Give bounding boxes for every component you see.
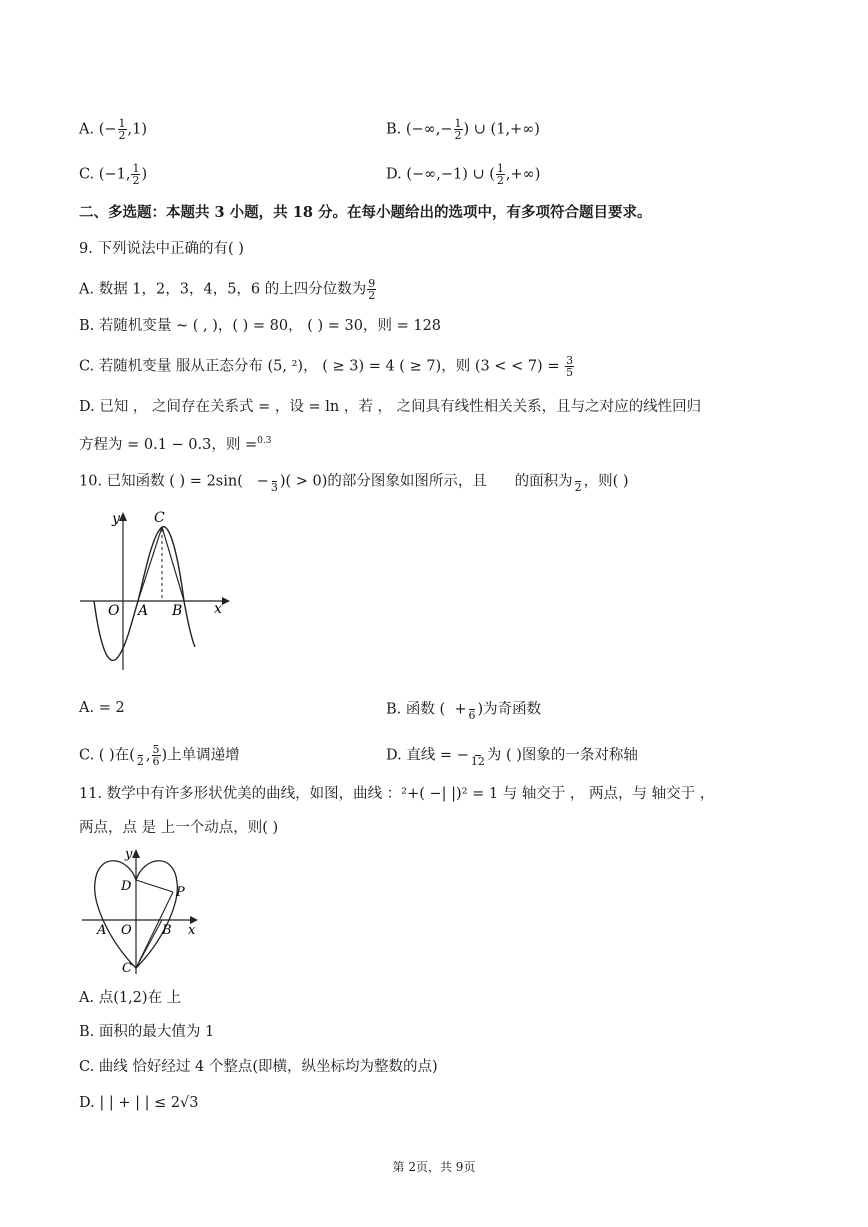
label-p: P: [176, 885, 185, 900]
q10-graph: [76, 505, 236, 675]
label-y: y: [112, 511, 120, 527]
question-9-stem: 9. 下列说法中正确的有( ): [79, 241, 244, 257]
label-b: B: [172, 603, 183, 619]
label-c: C: [154, 510, 165, 526]
label-o: O: [108, 603, 120, 619]
label-b: B: [162, 923, 172, 938]
label-d: D: [121, 879, 132, 894]
option-9d-line1: D. 已知 ， 之间存在关系式 = ，设 = ln ，若 ， 之间具有线性相关关系，且与之对应的线性回归: [79, 399, 702, 415]
option-11a: A. 点(1,2)在 上: [79, 990, 182, 1006]
segment-bc: [162, 527, 184, 601]
segment-ac: [138, 527, 162, 601]
option-8c: C. (−1, $\frac{1}{2}$ ): [79, 162, 148, 187]
page-footer: 第 2页，共 9页: [392, 1160, 476, 1174]
option-10c: C. ( )在( 2 , $\frac{5}{6}$ )上单调递增: [79, 743, 240, 768]
option-8b: B. (−∞,− $\frac{1}{2}$ ) ∪ (1,+∞): [386, 117, 540, 142]
label-a: A: [138, 603, 149, 619]
label-x: x: [214, 601, 222, 617]
q11-graph: [80, 842, 205, 977]
label-o: O: [121, 923, 132, 938]
option-8d: D. (−∞,−1) ∪ ( $\frac{1}{2}$ ,+∞): [386, 162, 541, 187]
label-a: A: [97, 923, 107, 938]
segment-cb: [136, 920, 162, 968]
y-axis-arrow: [119, 512, 127, 521]
segment-dp: [136, 880, 173, 892]
question-10-stem: 10. 已知函数 ( ) = 2sin( − 3 )( > 0)的部分图象如图所示，且 的面积为 2 ，则( ): [79, 470, 629, 493]
option-9d-line2: 方程为 = 0.1 − 0.3，则 =$^{0.3}$: [79, 436, 272, 453]
option-11d: D. | | + | | ≤ 2√3: [79, 1095, 199, 1111]
option-9c: C. 若随机变量 服从正态分布 (5, ²)， ( ≥ 3) = 4 ( ≥ 7)，则 (3 < < 7) = $\frac{3}{5}$: [79, 354, 574, 379]
sine-curve: [94, 527, 195, 661]
option-9a: A. 数据 1，2，3，4，5，6 的上四分位数为 $\frac{9}{2}$: [79, 277, 376, 302]
label-c: C: [122, 961, 132, 976]
section-heading: 二、多选题：本题共 3 小题，共 18 分。在每小题给出的选项中，有多项符合题目要求。: [79, 204, 652, 221]
option-11b: B. 面积的最大值为 1: [79, 1024, 215, 1040]
option-8a: A. (− $\frac{1}{2}$ ,1): [79, 117, 148, 142]
option-10a: A. = 2: [79, 700, 125, 716]
option-10d: D. 直线 = − 12 为 ( )图象的一条对称轴: [386, 744, 638, 767]
question-11-stem-line1: 11. 数学中有许多形状优美的曲线，如图，曲线 ：²+( −| |)² = 1 与 轴交于 ， 两点，与 轴交于 ，: [79, 786, 715, 802]
question-11-stem-line2: 两点，点 是 上一个动点，则( ): [79, 820, 279, 836]
option-11c: C. 曲线 恰好经过 4 个整点(即横，纵坐标均为整数的点): [79, 1059, 438, 1075]
option-9b: B. 若随机变量 ~ ( , )，( ) = 80， ( ) = 30，则 = 128: [79, 318, 442, 334]
label-y: y: [125, 847, 133, 862]
option-10b: B. 函数 ( + 6 )为奇函数: [386, 698, 541, 721]
label-x: x: [188, 923, 196, 938]
x-axis-arrow: [222, 597, 230, 605]
y-axis-arrow: [132, 849, 140, 858]
